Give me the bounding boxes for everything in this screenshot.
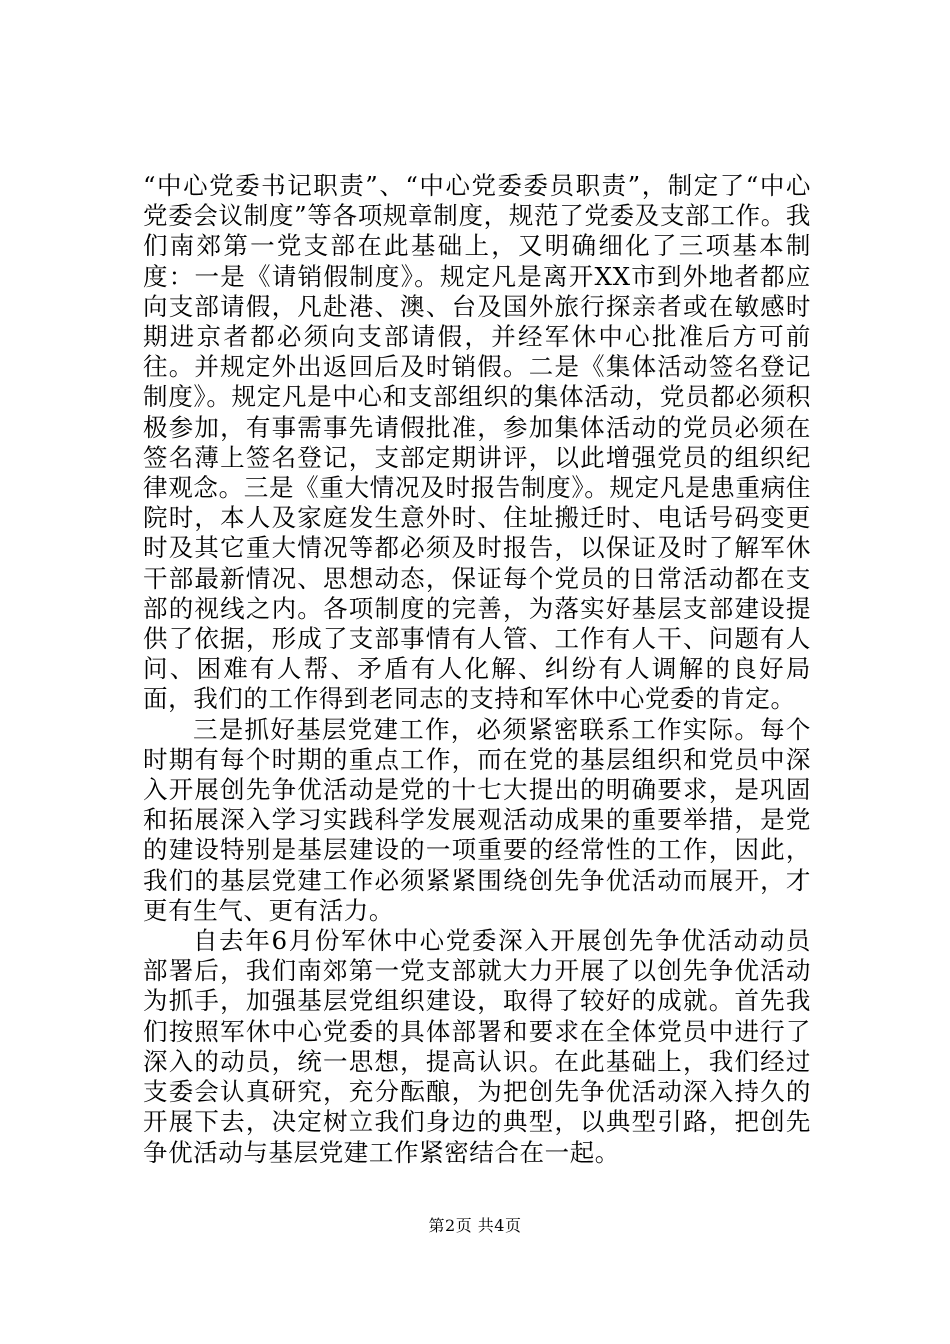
document-body — [143, 171, 811, 1168]
paragraph-work-practice: 三是抓好基层党建工作，必须紧密联系工作实际。每个时期有每个时期的重点工作，而在党的基层组织和党员中深入开展创先争优活动是党的十七大提出的明确要求，是巩固和拓展深入学习实践科学发展观活动成果的重要举措，是党的建设特别是基层建设的一项重要的经常性的工作，因此，我们的基层党建工作必须紧紧围绕创先争优活动而展开，才更有生气、更有活力。 — [143, 714, 811, 925]
paragraph-regulations: “中心党委书记职责”、“中心党委委员职责”，制定了“中心党委会议制度”等各项规章制度，规范了党委及支部工作。我们南郊第一党支部在此基础上，又明确细化了三项基本制度：一是《请销假制度》。规定凡是离开XX市到外地者都应向支部请假，凡赴港、澳、台及国外旅行探亲者或在敏感时期进京者都必须向支部请假，并经军休中心批准后方可前往。并规定外出返回后及时销假。二是《集体活动签名登记制度》。规定凡是中心和支部组织的集体活动，党员都必须积极参加，有事需事先请假批准，参加集体活动的党员必须在签名薄上签名登记，支部定期讲评，以此增强党员的组织纪律观念。三是《重大情况及时报告制度》。规定凡是患重病住院时，本人及家庭发生意外时、住址搬迁时、电话号码变更时及其它重大情况等都必须及时报告，以保证及时了解军休干部最新情况、思想动态，保证每个党员的日常活动都在支部的视线之内。各项制度的完善，为落实好基层支部建设提供了依据，形成了支部事情有人管、工作有人干、问题有人问、困难有人帮、矛盾有人化解、纠纷有人调解的良好局面，我们的工作得到老同志的支持和军休中心党委的肯定。 — [143, 171, 811, 714]
paragraph-excellence-campaign: 自去年6月份军休中心党委深入开展创先争优活动动员部署后，我们南郊第一党支部就大力开展了以创先争优活动为抓手，加强基层党组织建设，取得了较好的成就。首先我们按照军休中心党委的具体部署和要求在全体党员中进行了深入的动员，统一思想，提高认识。在此基础上，我们经过支委会认真研究，充分酝酿，为把创先争优活动深入持久的开展下去，决定树立我们身边的典型，以典型引路，把创先争优活动与基层党建工作紧密结合在一起。 — [143, 926, 811, 1167]
page-footer: 第2页 共4页 — [428, 1216, 522, 1235]
